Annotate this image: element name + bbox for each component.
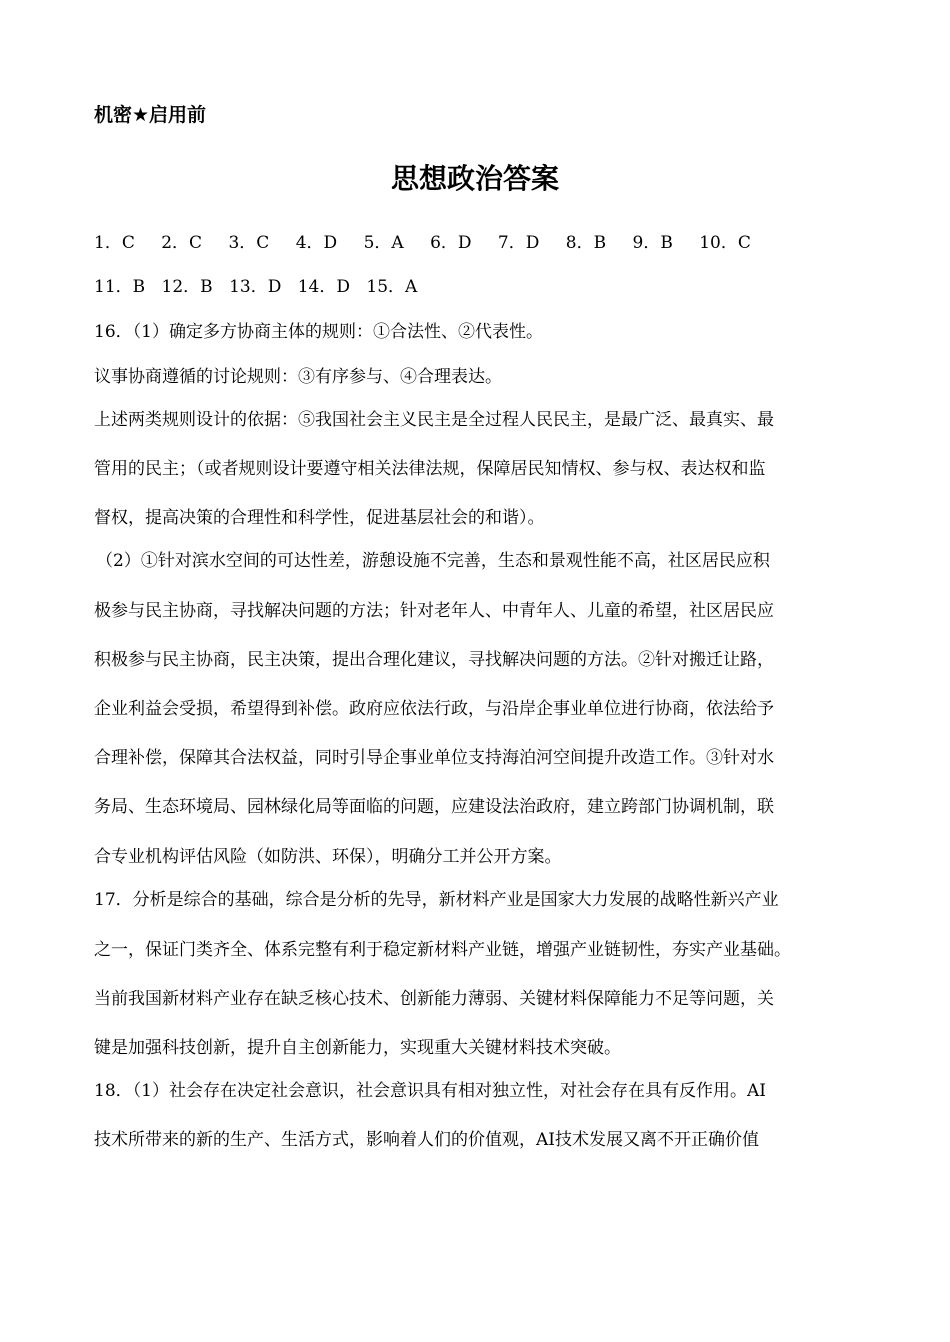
answer-line: 督权，提高决策的合理性和科学性，促进基层社会的和谐）。 bbox=[94, 508, 545, 528]
page-title: 思想政治答案 bbox=[390, 162, 559, 195]
answer-line: 17．分析是综合的基础，综合是分析的先导，新材料产业是国家大力发展的战略性新兴产业 bbox=[94, 890, 779, 910]
answer-item: 8．B bbox=[565, 233, 607, 253]
choice-answers-row-1 bbox=[94, 231, 772, 255]
answer-line: 技术所带来的新的生产、生活方式，影响着人们的价值观，AI技术发展又离不开正确价值 bbox=[94, 1130, 759, 1150]
answer-item: 14．D bbox=[297, 277, 350, 297]
answer-item: 5．A bbox=[363, 233, 404, 253]
answer-line: 议事协商遵循的讨论规则：③有序参与、④合理表达。 bbox=[94, 367, 502, 387]
choice-answers-row-2 bbox=[94, 275, 428, 299]
answer-line: 积极参与民主协商，民主决策，提出合理化建议，寻找解决问题的方法。②针对搬迁让路， bbox=[94, 650, 774, 670]
answer-line: 18．（1）社会存在决定社会意识，社会意识具有相对独立性，对社会存在具有反作用。AI bbox=[94, 1081, 766, 1101]
answer-line: 当前我国新材料产业存在缺乏核心技术、创新能力薄弱、关键材料保障能力不足等问题，关 bbox=[94, 989, 774, 1009]
answer-line: 管用的民主；（或者规则设计要遵守相关法律法规，保障居民知情权、参与权、表达权和监 bbox=[94, 459, 766, 479]
answer-line: 16．（1）确定多方协商主体的规则：①合法性、②代表性。 bbox=[94, 322, 543, 342]
confidential-label: 机密★启用前 bbox=[94, 104, 207, 126]
answer-item: 7．D bbox=[497, 233, 540, 253]
answer-line: 企业利益会受损，希望得到补偿。政府应依法行政，与沿岸企事业单位进行协商，依法给予 bbox=[94, 699, 774, 719]
answer-item: 15．A bbox=[366, 277, 418, 297]
answer-line: 务局、生态环境局、园林绿化局等面临的问题，应建设法治政府，建立跨部门协调机制，联 bbox=[94, 797, 774, 817]
answer-line: 键是加强科技创新，提升自主创新能力，实现重大关键材料技术突破。 bbox=[94, 1038, 621, 1058]
answer-line: 上述两类规则设计的依据：⑤我国社会主义民主是全过程人民民主，是最广泛、最真实、最 bbox=[94, 410, 774, 430]
answer-item: 13．D bbox=[229, 277, 282, 297]
answer-item: 1．C bbox=[94, 233, 135, 253]
answer-item: 11．B bbox=[94, 277, 146, 297]
answer-line: 合专业机构评估风险（如防洪、环保），明确分工并公开方案。 bbox=[94, 847, 562, 867]
answer-item: 12．B bbox=[161, 277, 213, 297]
answer-item: 10．C bbox=[699, 233, 751, 253]
answer-item: 4．D bbox=[295, 233, 338, 253]
answer-item: 3．C bbox=[228, 233, 270, 253]
answer-line: 之一，保证门类齐全、体系完整有利于稳定新材料产业链，增强产业链韧性，夯实产业基础。 bbox=[94, 940, 791, 960]
answer-line: （2）①针对滨水空间的可达性差，游憩设施不完善，生态和景观性能不高，社区居民应积 bbox=[96, 551, 770, 571]
answer-line: 合理补偿，保障其合法权益，同时引导企事业单位支持海泊河空间提升改造工作。③针对水 bbox=[94, 748, 774, 768]
answer-item: 2．C bbox=[161, 233, 203, 253]
answer-item: 9．B bbox=[632, 233, 673, 253]
answer-line: 极参与民主协商，寻找解决问题的方法；针对老年人、中青年人、儿童的希望，社区居民应 bbox=[94, 601, 774, 621]
answer-item: 6．D bbox=[430, 233, 472, 253]
